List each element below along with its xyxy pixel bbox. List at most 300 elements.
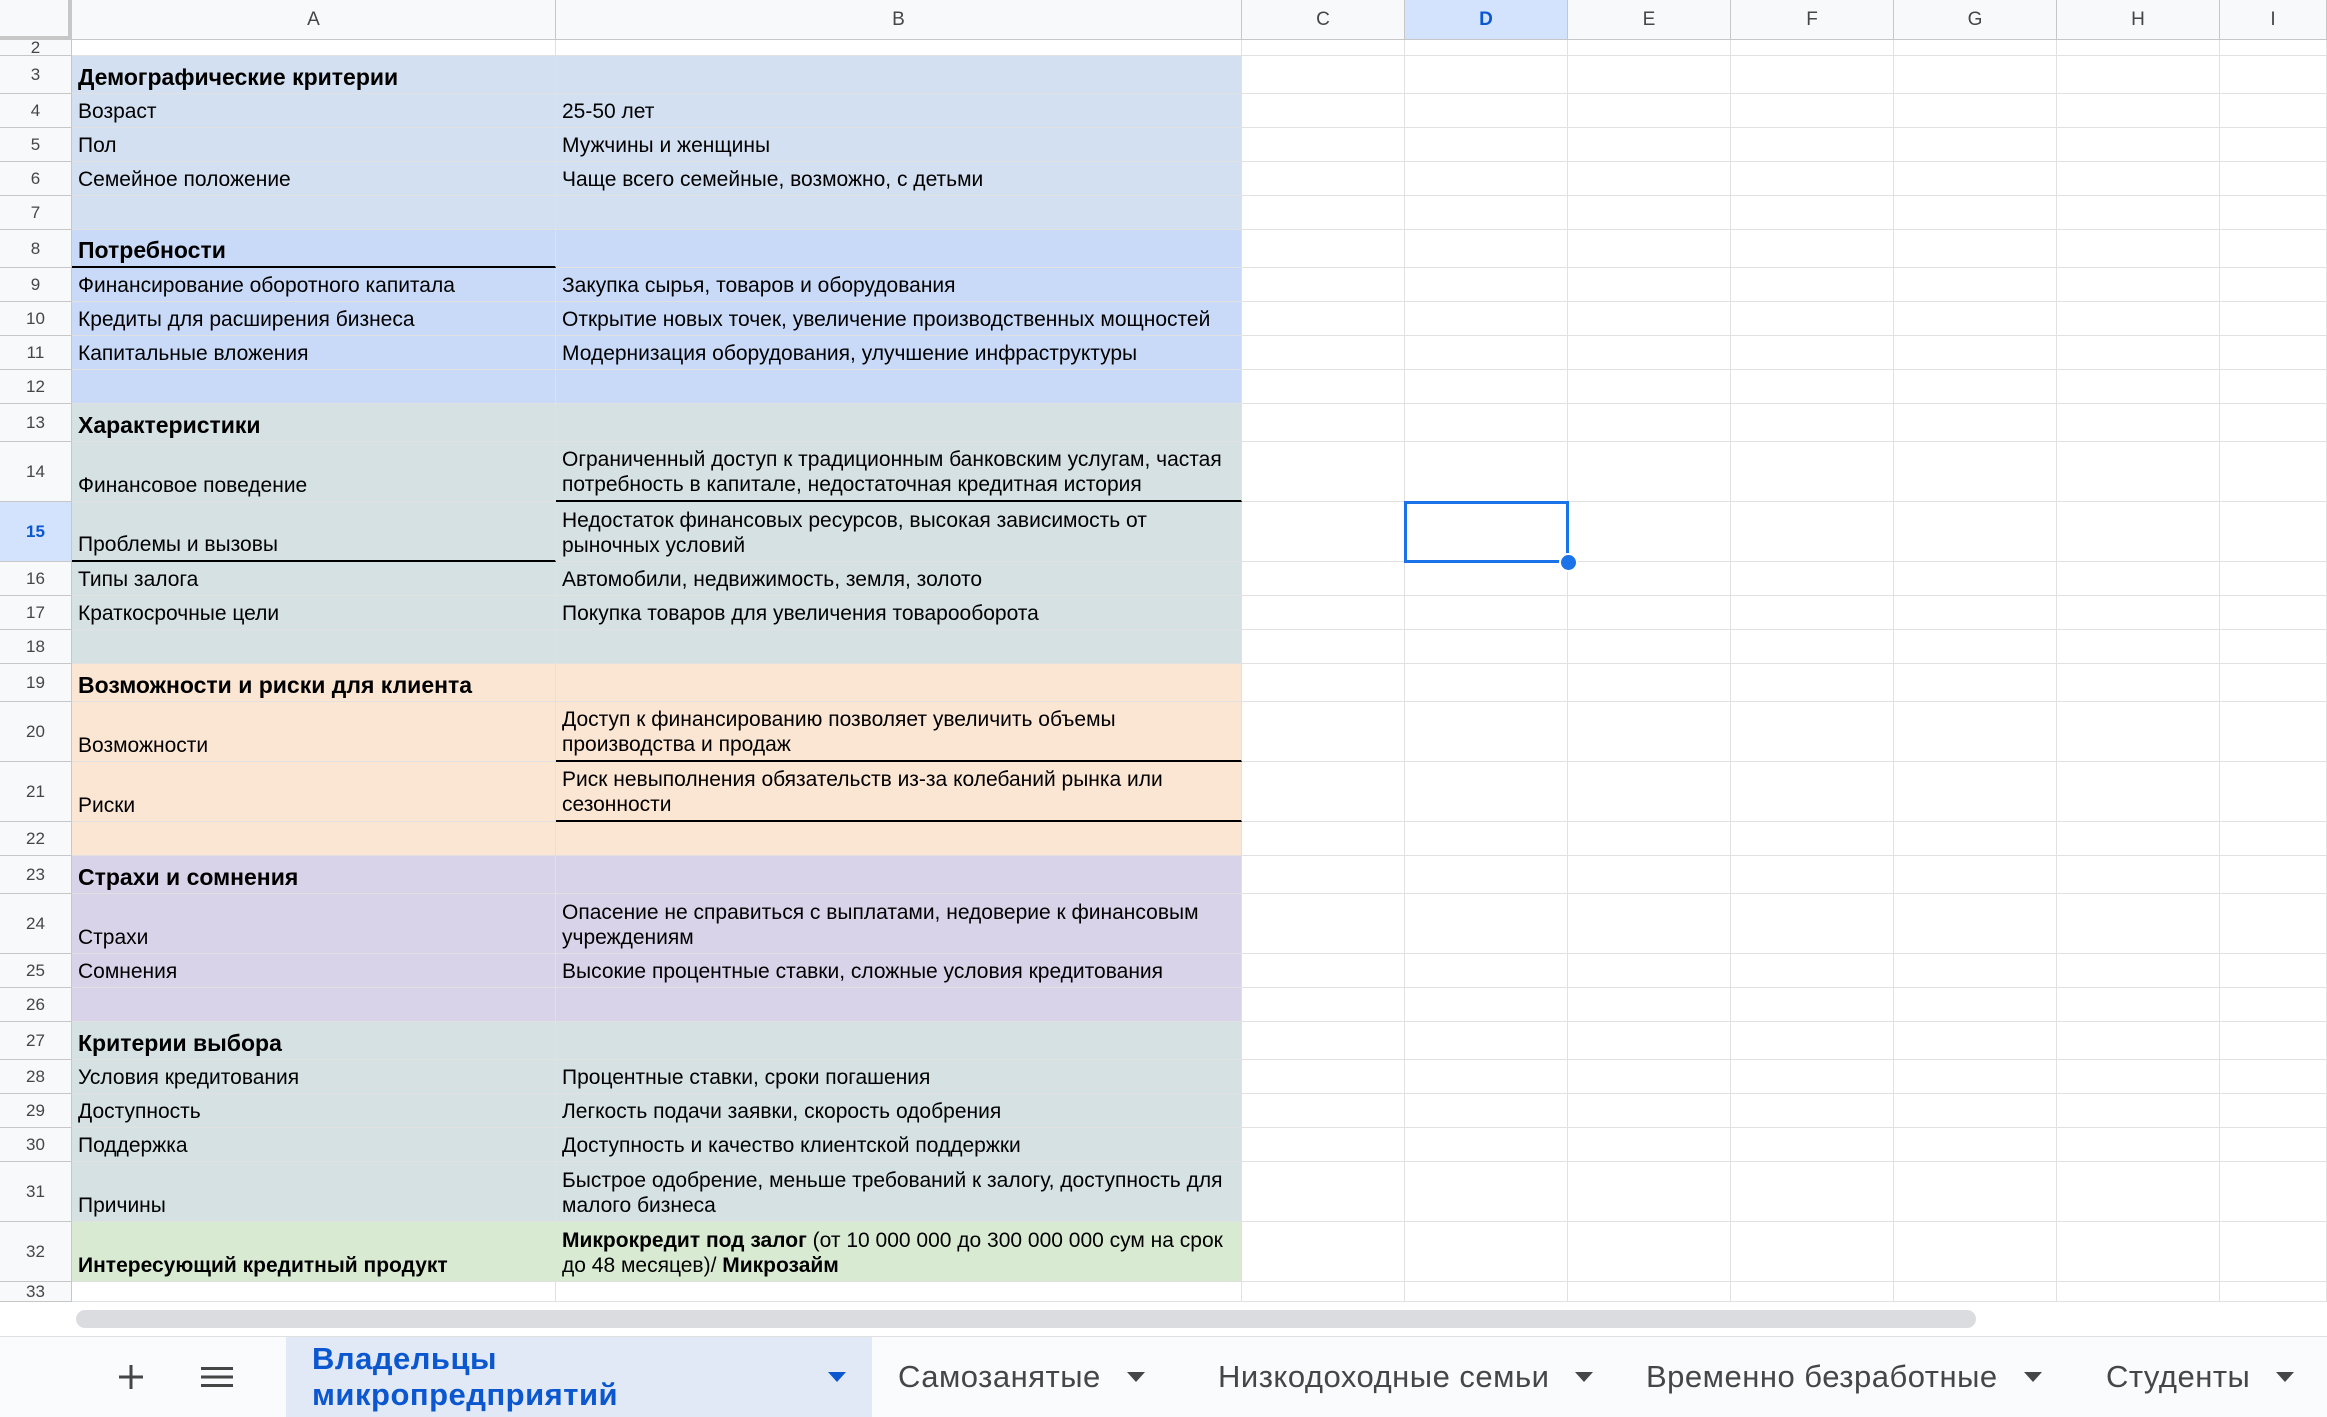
cell-h33[interactable] (2057, 1282, 2220, 1302)
cell-b30[interactable] (556, 1128, 1242, 1162)
cell-d32[interactable] (1405, 1222, 1568, 1282)
cell-i11[interactable] (2220, 336, 2327, 370)
sheet-tab[interactable] (286, 1337, 872, 1417)
row-header[interactable]: 24 (0, 894, 72, 954)
cell-a29[interactable] (72, 1094, 556, 1128)
cell-a3[interactable] (72, 56, 556, 94)
cell-a11[interactable] (72, 336, 556, 370)
cell-i17[interactable] (2220, 596, 2327, 630)
cell-c32[interactable] (1242, 1222, 1405, 1282)
row-header[interactable]: 12 (0, 370, 72, 404)
cell-f16[interactable] (1731, 562, 1894, 596)
cell-h19[interactable] (2057, 664, 2220, 702)
cell-f4[interactable] (1731, 94, 1894, 128)
cell-g4[interactable] (1894, 94, 2057, 128)
cell-c29[interactable] (1242, 1094, 1405, 1128)
cell-d6[interactable] (1405, 162, 1568, 196)
cell-e5[interactable] (1568, 128, 1731, 162)
row-header[interactable]: 25 (0, 954, 72, 988)
row-header[interactable]: 10 (0, 302, 72, 336)
chevron-down-icon[interactable] (2024, 1372, 2042, 1382)
column-header-i[interactable]: I (2220, 0, 2327, 40)
cell-h16[interactable] (2057, 562, 2220, 596)
cell-f14[interactable] (1731, 442, 1894, 502)
cell-h21[interactable] (2057, 762, 2220, 822)
cell-f33[interactable] (1731, 1282, 1894, 1302)
cell-d21[interactable] (1405, 762, 1568, 822)
cell-f30[interactable] (1731, 1128, 1894, 1162)
cell-g33[interactable] (1894, 1282, 2057, 1302)
cell-f5[interactable] (1731, 128, 1894, 162)
cell-c13[interactable] (1242, 404, 1405, 442)
cell-a12[interactable] (72, 370, 556, 404)
row-header[interactable]: 19 (0, 664, 72, 702)
row-header[interactable]: 11 (0, 336, 72, 370)
cell-e4[interactable] (1568, 94, 1731, 128)
row-header[interactable]: 5 (0, 128, 72, 162)
cell-d27[interactable] (1405, 1022, 1568, 1060)
cell-b27[interactable] (556, 1022, 1242, 1060)
cell-d22[interactable] (1405, 822, 1568, 856)
cell-b26[interactable] (556, 988, 1242, 1022)
cell-f12[interactable] (1731, 370, 1894, 404)
cell-f17[interactable] (1731, 596, 1894, 630)
cell-b4[interactable] (556, 94, 1242, 128)
cell-b17[interactable] (556, 596, 1242, 630)
cell-e9[interactable] (1568, 268, 1731, 302)
cell-g17[interactable] (1894, 596, 2057, 630)
cell-c28[interactable] (1242, 1060, 1405, 1094)
cell-c17[interactable] (1242, 596, 1405, 630)
cell-d2[interactable] (1405, 40, 1568, 56)
cell-g30[interactable] (1894, 1128, 2057, 1162)
cell-a23[interactable] (72, 856, 556, 894)
chevron-down-icon[interactable] (1127, 1372, 1145, 1382)
cell-c26[interactable] (1242, 988, 1405, 1022)
cell-c4[interactable] (1242, 94, 1405, 128)
cell-c16[interactable] (1242, 562, 1405, 596)
cell-c2[interactable] (1242, 40, 1405, 56)
cell-c9[interactable] (1242, 268, 1405, 302)
row-header[interactable]: 18 (0, 630, 72, 664)
row-header[interactable]: 15 (0, 502, 72, 562)
cell-h12[interactable] (2057, 370, 2220, 404)
cell-h25[interactable] (2057, 954, 2220, 988)
cell-g27[interactable] (1894, 1022, 2057, 1060)
column-header-a[interactable]: A (72, 0, 556, 40)
cell-h17[interactable] (2057, 596, 2220, 630)
cell-b11[interactable] (556, 336, 1242, 370)
cell-a24[interactable] (72, 894, 556, 954)
sheet-tab[interactable] (2080, 1337, 2327, 1417)
row-header[interactable]: 26 (0, 988, 72, 1022)
horizontal-scrollbar[interactable] (76, 1310, 1976, 1328)
cell-h15[interactable] (2057, 502, 2220, 562)
cell-c22[interactable] (1242, 822, 1405, 856)
cell-b31[interactable] (556, 1162, 1242, 1222)
cell-i3[interactable] (2220, 56, 2327, 94)
cell-f13[interactable] (1731, 404, 1894, 442)
cell-h8[interactable] (2057, 230, 2220, 268)
cell-b5[interactable] (556, 128, 1242, 162)
cell-f9[interactable] (1731, 268, 1894, 302)
sheet-tab[interactable] (1192, 1337, 1620, 1417)
row-header[interactable]: 7 (0, 196, 72, 230)
cell-h13[interactable] (2057, 404, 2220, 442)
row-header[interactable]: 29 (0, 1094, 72, 1128)
cell-i15[interactable] (2220, 502, 2327, 562)
cell-g20[interactable] (1894, 702, 2057, 762)
row-header[interactable]: 33 (0, 1282, 72, 1302)
cell-h14[interactable] (2057, 442, 2220, 502)
cell-i4[interactable] (2220, 94, 2327, 128)
cell-f11[interactable] (1731, 336, 1894, 370)
cell-g28[interactable] (1894, 1060, 2057, 1094)
cell-f31[interactable] (1731, 1162, 1894, 1222)
cell-d14[interactable] (1405, 442, 1568, 502)
cell-e20[interactable] (1568, 702, 1731, 762)
cell-c33[interactable] (1242, 1282, 1405, 1302)
cell-d25[interactable] (1405, 954, 1568, 988)
cell-e19[interactable] (1568, 664, 1731, 702)
cell-g6[interactable] (1894, 162, 2057, 196)
cell-b3[interactable] (556, 56, 1242, 94)
cell-d11[interactable] (1405, 336, 1568, 370)
cell-d33[interactable] (1405, 1282, 1568, 1302)
cell-g29[interactable] (1894, 1094, 2057, 1128)
cell-c8[interactable] (1242, 230, 1405, 268)
cell-h22[interactable] (2057, 822, 2220, 856)
cell-g23[interactable] (1894, 856, 2057, 894)
row-header[interactable]: 32 (0, 1222, 72, 1282)
cell-c21[interactable] (1242, 762, 1405, 822)
cell-f7[interactable] (1731, 196, 1894, 230)
cell-h23[interactable] (2057, 856, 2220, 894)
cell-a27[interactable] (72, 1022, 556, 1060)
row-header[interactable]: 8 (0, 230, 72, 268)
cell-a4[interactable] (72, 94, 556, 128)
cell-d23[interactable] (1405, 856, 1568, 894)
all-sheets-button[interactable] (187, 1337, 247, 1417)
cell-b32[interactable] (556, 1222, 1242, 1282)
cell-f29[interactable] (1731, 1094, 1894, 1128)
cell-a2[interactable] (72, 40, 556, 56)
cell-a33[interactable] (72, 1282, 556, 1302)
sheet-tab[interactable] (872, 1337, 1192, 1417)
cell-a18[interactable] (72, 630, 556, 664)
cell-c23[interactable] (1242, 856, 1405, 894)
cell-f26[interactable] (1731, 988, 1894, 1022)
cell-g32[interactable] (1894, 1222, 2057, 1282)
row-header[interactable]: 27 (0, 1022, 72, 1060)
cell-b2[interactable] (556, 40, 1242, 56)
cell-h28[interactable] (2057, 1060, 2220, 1094)
cell-b14[interactable] (556, 442, 1242, 502)
cell-a6[interactable] (72, 162, 556, 196)
cell-a22[interactable] (72, 822, 556, 856)
cell-h18[interactable] (2057, 630, 2220, 664)
column-header-c[interactable]: C (1242, 0, 1405, 40)
cell-g13[interactable] (1894, 404, 2057, 442)
row-header[interactable]: 6 (0, 162, 72, 196)
cell-c18[interactable] (1242, 630, 1405, 664)
cell-h29[interactable] (2057, 1094, 2220, 1128)
cell-e31[interactable] (1568, 1162, 1731, 1222)
cell-c12[interactable] (1242, 370, 1405, 404)
cell-h3[interactable] (2057, 56, 2220, 94)
row-header[interactable]: 21 (0, 762, 72, 822)
row-header[interactable]: 4 (0, 94, 72, 128)
cell-a19[interactable] (72, 664, 556, 702)
cell-d16[interactable] (1405, 562, 1568, 596)
cell-f6[interactable] (1731, 162, 1894, 196)
cell-i20[interactable] (2220, 702, 2327, 762)
cell-f21[interactable] (1731, 762, 1894, 822)
cell-a14[interactable] (72, 442, 556, 502)
cell-b10[interactable] (556, 302, 1242, 336)
cell-g7[interactable] (1894, 196, 2057, 230)
cell-e18[interactable] (1568, 630, 1731, 664)
cell-a32[interactable] (72, 1222, 556, 1282)
cell-a28[interactable] (72, 1060, 556, 1094)
cell-c5[interactable] (1242, 128, 1405, 162)
chevron-down-icon[interactable] (828, 1372, 846, 1382)
cell-i18[interactable] (2220, 630, 2327, 664)
cell-e10[interactable] (1568, 302, 1731, 336)
cell-f28[interactable] (1731, 1060, 1894, 1094)
cell-c20[interactable] (1242, 702, 1405, 762)
row-header[interactable]: 17 (0, 596, 72, 630)
cell-d26[interactable] (1405, 988, 1568, 1022)
row-header[interactable]: 28 (0, 1060, 72, 1094)
cell-c15[interactable] (1242, 502, 1405, 562)
row-header[interactable]: 16 (0, 562, 72, 596)
cell-h4[interactable] (2057, 94, 2220, 128)
cell-i12[interactable] (2220, 370, 2327, 404)
select-all-corner[interactable] (0, 0, 72, 40)
cell-g19[interactable] (1894, 664, 2057, 702)
row-header[interactable]: 14 (0, 442, 72, 502)
cell-i32[interactable] (2220, 1222, 2327, 1282)
cell-a25[interactable] (72, 954, 556, 988)
cell-a21[interactable] (72, 762, 556, 822)
cell-e29[interactable] (1568, 1094, 1731, 1128)
fill-handle[interactable] (1559, 553, 1578, 572)
cell-f23[interactable] (1731, 856, 1894, 894)
cell-i22[interactable] (2220, 822, 2327, 856)
row-header[interactable]: 30 (0, 1128, 72, 1162)
cell-e11[interactable] (1568, 336, 1731, 370)
cell-g10[interactable] (1894, 302, 2057, 336)
cell-b16[interactable] (556, 562, 1242, 596)
cell-f27[interactable] (1731, 1022, 1894, 1060)
cell-i24[interactable] (2220, 894, 2327, 954)
cell-c31[interactable] (1242, 1162, 1405, 1222)
cell-i29[interactable] (2220, 1094, 2327, 1128)
cell-d5[interactable] (1405, 128, 1568, 162)
cell-i31[interactable] (2220, 1162, 2327, 1222)
cell-d28[interactable] (1405, 1060, 1568, 1094)
cell-b19[interactable] (556, 664, 1242, 702)
cell-e21[interactable] (1568, 762, 1731, 822)
cell-a17[interactable] (72, 596, 556, 630)
cell-h10[interactable] (2057, 302, 2220, 336)
cell-d19[interactable] (1405, 664, 1568, 702)
cell-b13[interactable] (556, 404, 1242, 442)
cell-i25[interactable] (2220, 954, 2327, 988)
cell-g26[interactable] (1894, 988, 2057, 1022)
cell-g2[interactable] (1894, 40, 2057, 56)
cell-c7[interactable] (1242, 196, 1405, 230)
cell-e22[interactable] (1568, 822, 1731, 856)
cell-h32[interactable] (2057, 1222, 2220, 1282)
cell-d7[interactable] (1405, 196, 1568, 230)
cell-d20[interactable] (1405, 702, 1568, 762)
cell-d17[interactable] (1405, 596, 1568, 630)
cell-g9[interactable] (1894, 268, 2057, 302)
cell-c27[interactable] (1242, 1022, 1405, 1060)
row-header[interactable]: 13 (0, 404, 72, 442)
cell-e25[interactable] (1568, 954, 1731, 988)
cell-i33[interactable] (2220, 1282, 2327, 1302)
cell-e13[interactable] (1568, 404, 1731, 442)
cell-i26[interactable] (2220, 988, 2327, 1022)
cell-f2[interactable] (1731, 40, 1894, 56)
cell-g8[interactable] (1894, 230, 2057, 268)
column-header-e[interactable]: E (1568, 0, 1731, 40)
cell-h31[interactable] (2057, 1162, 2220, 1222)
cell-f22[interactable] (1731, 822, 1894, 856)
cell-b18[interactable] (556, 630, 1242, 664)
cell-e14[interactable] (1568, 442, 1731, 502)
cell-e16[interactable] (1568, 562, 1731, 596)
cell-d8[interactable] (1405, 230, 1568, 268)
row-header[interactable]: 20 (0, 702, 72, 762)
cell-b22[interactable] (556, 822, 1242, 856)
cell-b28[interactable] (556, 1060, 1242, 1094)
cell-h27[interactable] (2057, 1022, 2220, 1060)
cell-e2[interactable] (1568, 40, 1731, 56)
cell-e33[interactable] (1568, 1282, 1731, 1302)
chevron-down-icon[interactable] (2276, 1372, 2294, 1382)
cell-c30[interactable] (1242, 1128, 1405, 1162)
cell-e8[interactable] (1568, 230, 1731, 268)
cell-a8[interactable] (72, 230, 556, 268)
cell-b7[interactable] (556, 196, 1242, 230)
cell-i6[interactable] (2220, 162, 2327, 196)
cell-c6[interactable] (1242, 162, 1405, 196)
cell-d12[interactable] (1405, 370, 1568, 404)
cell-e23[interactable] (1568, 856, 1731, 894)
active-cell-selection[interactable] (1404, 501, 1569, 563)
cell-h26[interactable] (2057, 988, 2220, 1022)
cell-d24[interactable] (1405, 894, 1568, 954)
cell-d29[interactable] (1405, 1094, 1568, 1128)
cell-i19[interactable] (2220, 664, 2327, 702)
cell-h6[interactable] (2057, 162, 2220, 196)
cell-e27[interactable] (1568, 1022, 1731, 1060)
cell-b12[interactable] (556, 370, 1242, 404)
cell-e26[interactable] (1568, 988, 1731, 1022)
cell-i23[interactable] (2220, 856, 2327, 894)
cell-c25[interactable] (1242, 954, 1405, 988)
cell-e28[interactable] (1568, 1060, 1731, 1094)
cell-h30[interactable] (2057, 1128, 2220, 1162)
cell-h5[interactable] (2057, 128, 2220, 162)
cell-a20[interactable] (72, 702, 556, 762)
row-header[interactable]: 9 (0, 268, 72, 302)
cell-d30[interactable] (1405, 1128, 1568, 1162)
cell-e3[interactable] (1568, 56, 1731, 94)
cell-h11[interactable] (2057, 336, 2220, 370)
row-header[interactable]: 23 (0, 856, 72, 894)
cell-g25[interactable] (1894, 954, 2057, 988)
cell-e15[interactable] (1568, 502, 1731, 562)
cell-e30[interactable] (1568, 1128, 1731, 1162)
cell-b29[interactable] (556, 1094, 1242, 1128)
column-header-g[interactable]: G (1894, 0, 2057, 40)
cell-a30[interactable] (72, 1128, 556, 1162)
cell-g3[interactable] (1894, 56, 2057, 94)
cell-f8[interactable] (1731, 230, 1894, 268)
cell-e7[interactable] (1568, 196, 1731, 230)
cell-f3[interactable] (1731, 56, 1894, 94)
cell-b25[interactable] (556, 954, 1242, 988)
row-header[interactable]: 31 (0, 1162, 72, 1222)
cell-d31[interactable] (1405, 1162, 1568, 1222)
cell-g22[interactable] (1894, 822, 2057, 856)
cell-a9[interactable] (72, 268, 556, 302)
cell-a31[interactable] (72, 1162, 556, 1222)
cell-c11[interactable] (1242, 336, 1405, 370)
cell-i28[interactable] (2220, 1060, 2327, 1094)
column-header-d[interactable]: D (1405, 0, 1568, 40)
cell-i27[interactable] (2220, 1022, 2327, 1060)
cell-g14[interactable] (1894, 442, 2057, 502)
cell-b15[interactable] (556, 502, 1242, 562)
cell-i9[interactable] (2220, 268, 2327, 302)
cell-i5[interactable] (2220, 128, 2327, 162)
cell-i8[interactable] (2220, 230, 2327, 268)
cell-f32[interactable] (1731, 1222, 1894, 1282)
cell-i2[interactable] (2220, 40, 2327, 56)
add-sheet-button[interactable] (101, 1337, 161, 1417)
cell-d18[interactable] (1405, 630, 1568, 664)
cell-h7[interactable] (2057, 196, 2220, 230)
cell-b33[interactable] (556, 1282, 1242, 1302)
cell-f15[interactable] (1731, 502, 1894, 562)
cell-c24[interactable] (1242, 894, 1405, 954)
sheet-tab[interactable] (1620, 1337, 2080, 1417)
row-header[interactable]: 2 (0, 40, 72, 56)
cell-a5[interactable] (72, 128, 556, 162)
cell-c19[interactable] (1242, 664, 1405, 702)
column-header-h[interactable]: H (2057, 0, 2220, 40)
chevron-down-icon[interactable] (1575, 1372, 1593, 1382)
cell-b23[interactable] (556, 856, 1242, 894)
cell-g11[interactable] (1894, 336, 2057, 370)
cell-g31[interactable] (1894, 1162, 2057, 1222)
cell-g5[interactable] (1894, 128, 2057, 162)
cell-grid[interactable] (0, 40, 2327, 1336)
cell-g24[interactable] (1894, 894, 2057, 954)
cell-d10[interactable] (1405, 302, 1568, 336)
cell-a15[interactable] (72, 502, 556, 562)
cell-e24[interactable] (1568, 894, 1731, 954)
cell-i13[interactable] (2220, 404, 2327, 442)
cell-e12[interactable] (1568, 370, 1731, 404)
cell-g12[interactable] (1894, 370, 2057, 404)
